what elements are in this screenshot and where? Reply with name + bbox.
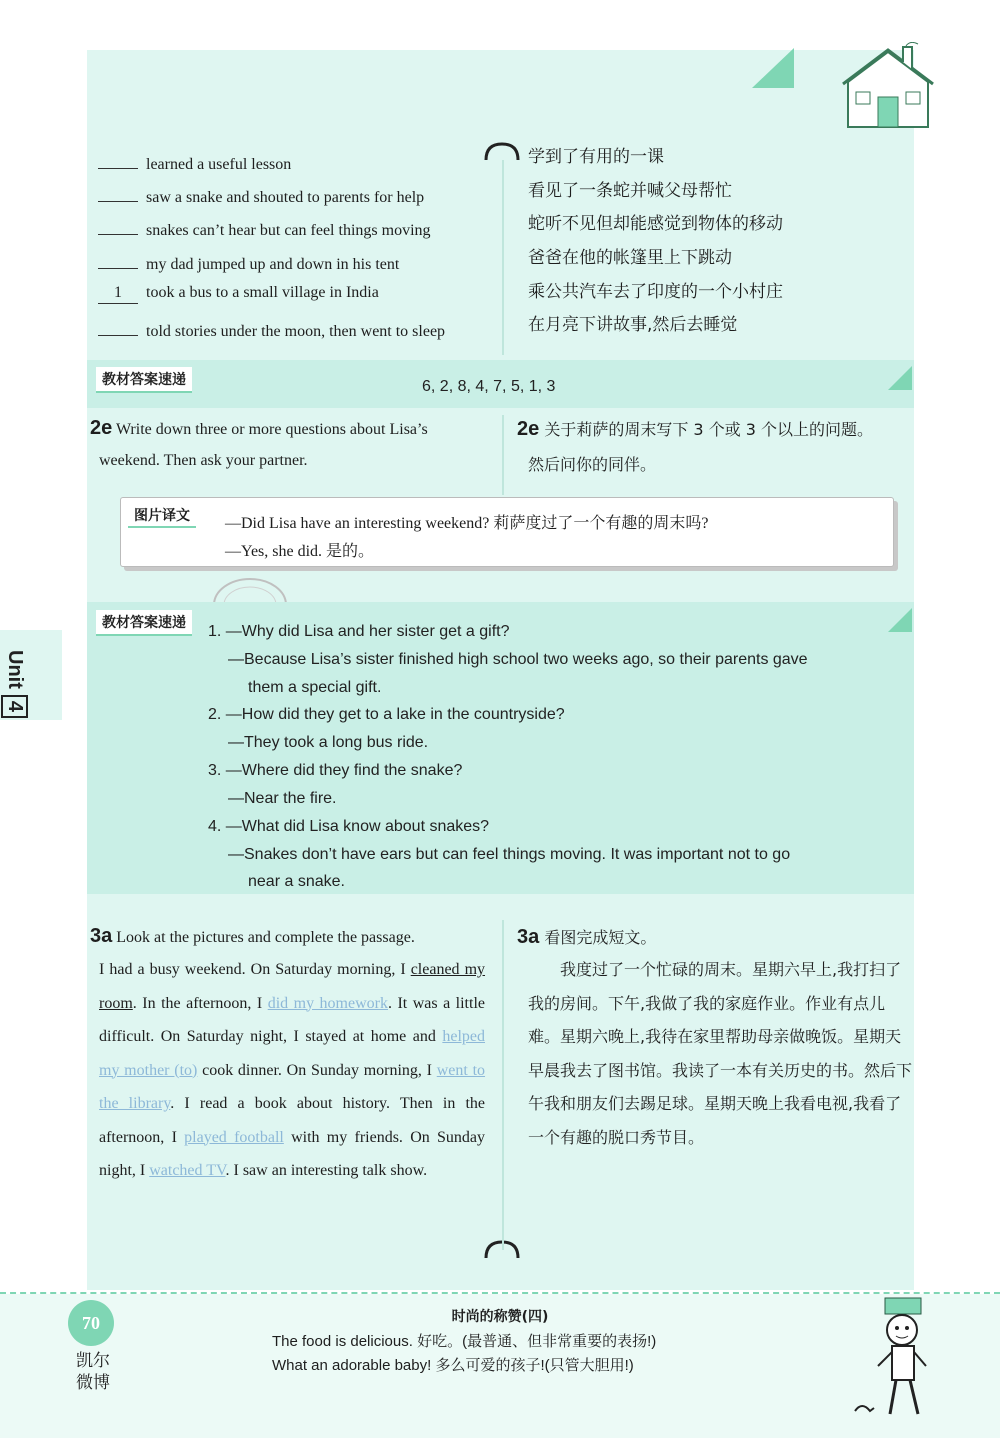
corner-decoration (752, 48, 794, 88)
match-text: took a bus to a small village in India (146, 284, 379, 301)
section-number: 2e (90, 417, 113, 439)
match-text: snakes can’t hear but can feel things moving (146, 222, 431, 239)
passage-cn: 我度过了一个忙碌的周末。星期六早上,我打扫了我的房间。下午,我做了我的家庭作业。作业有点儿难。星期六晚上,我待在家里帮助母亲做晚饭。星期天早晨我去了图书馆。我读了一本有关历史的书。然后下午我和朋友们去踢足球。星期天晚上我看电视,我看了一个有趣的脱口秀节目。 (528, 960, 913, 1147)
instruction-translation: 关于莉萨的周末写下 3 个或 3 个以上的问题。 (544, 420, 874, 439)
exercise-2e-en (90, 417, 428, 440)
filled-answer: played football (184, 1128, 284, 1146)
answer-line: —They took a long bus ride. (228, 734, 429, 751)
column-divider (502, 160, 504, 355)
instruction-text: Write down three or more questions about Lisa’s (115, 421, 428, 438)
passage-text: with my friends. On Sunday night, I (99, 1128, 485, 1179)
answer-tag: 教材答案速递 (96, 610, 192, 636)
unit-label (1, 650, 28, 718)
answer-line: —Because Lisa’s sister finished high school two weeks ago, so their parents gave (228, 651, 808, 668)
answer-blank[interactable] (98, 248, 138, 269)
match-translation: 看见了一条蛇并喊父母帮忙 (528, 181, 732, 201)
exercise-2e-cn (517, 417, 873, 441)
unit-number: 4 (1, 695, 28, 718)
exercise-3a-en (90, 925, 415, 948)
answer-line: 4. —What did Lisa know about snakes? (208, 818, 490, 835)
match-translation: 爸爸在他的帐篷里上下跳动 (528, 248, 732, 268)
filled-answer: watched TV (149, 1162, 226, 1179)
passage-text: . In the afternoon, I (132, 994, 263, 1012)
page-number: 70 (68, 1300, 114, 1346)
dialogue-line: —Did Lisa have an interesting weekend? 莉萨度过了一个有趣的周末吗? (225, 515, 709, 532)
answer-line: them a special gift. (248, 679, 382, 696)
instruction-text: weekend. Then ask your partner. (99, 452, 308, 469)
instruction-text: Look at the pictures and complete the passage. (116, 929, 415, 946)
passage-text: I had a busy weekend. On Saturday morning, I (99, 961, 406, 978)
picture-translation-label: 图片译文 (128, 504, 196, 528)
section-number: 2e (517, 418, 540, 440)
passage-text: . I saw an interesting talk show. (225, 1162, 428, 1179)
match-text: my dad jumped up and down in his tent (146, 256, 400, 273)
answer-blank[interactable] (98, 181, 138, 202)
section-number: 3a (90, 925, 113, 947)
match-translation: 在月亮下讲故事,然后去睡觉 (528, 315, 738, 335)
match-text: told stories under the moon, then went to sleep (146, 323, 446, 340)
match-row (98, 248, 399, 272)
house-illustration-icon (838, 42, 938, 134)
match-row (98, 181, 424, 205)
footer-divider (0, 1292, 1000, 1294)
passage-text: . It was a little difficult. On Saturday night, I stayed at home and (99, 994, 485, 1045)
corner-decoration (888, 608, 912, 632)
answer-2d: 6, 2, 8, 4, 7, 5, 1, 3 (422, 378, 556, 395)
answer-line: 3. —Where did they find the snake? (208, 762, 463, 779)
answer-line: near a snake. (248, 873, 345, 890)
answer-line: —Snakes don’t have ears but can feel things moving. It was important not to go (228, 846, 791, 863)
match-translation: 学到了有用的一课 (528, 147, 664, 167)
match-row (98, 214, 431, 238)
match-row (98, 315, 445, 339)
instruction-translation: 然后问你的同伴。 (528, 455, 657, 474)
answer-line: —Near the fire. (228, 790, 337, 807)
passage-text: . I read a book about history. Then in the afternoon, I (99, 1095, 485, 1146)
brand-label: 凯尔微博 (76, 1351, 110, 1393)
match-translation: 蛇听不见但却能感觉到物体的移动 (528, 214, 783, 234)
match-text: saw a snake and shouted to parents for help (146, 189, 425, 206)
match-translation: 乘公共汽车去了印度的一个小村庄 (528, 282, 783, 302)
filled-answer: helped my mother (to) (99, 1028, 486, 1079)
section-number: 3a (517, 926, 540, 948)
tip-title: 时尚的称赞(四) (451, 1309, 549, 1325)
corner-decoration (888, 366, 912, 390)
tip-line: The food is delicious. 好吃。(最普通、但非常重要的表扬!) (272, 1333, 657, 1350)
dialogue-line: —Yes, she did. 是的。 (225, 543, 375, 560)
filled-answer: did my homework (267, 994, 388, 1012)
answer-blank[interactable]: 1 (98, 283, 138, 304)
column-divider (502, 920, 504, 1250)
filled-answer: cleaned my room (99, 961, 486, 1012)
answer-line: 2. —How did they get to a lake in the countryside? (208, 706, 565, 723)
student-illustration-icon (850, 1296, 950, 1426)
match-text: learned a useful lesson (146, 156, 292, 173)
passage-text: cook dinner. On Sunday morning, I (202, 1061, 432, 1079)
filled-answer: went to the library (99, 1061, 486, 1112)
column-divider (502, 415, 504, 495)
exercise-3a-cn (517, 925, 656, 949)
answer-tag: 教材答案速递 (96, 367, 192, 393)
unit-word: Unit (4, 650, 26, 689)
match-row (98, 281, 379, 305)
answer-blank[interactable] (98, 148, 138, 169)
tip-line: What an adorable baby! 多么可爱的孩子!(只管大胆用!) (272, 1357, 634, 1374)
answer-line: 1. —Why did Lisa and her sister get a gift? (208, 623, 510, 640)
answer-blank[interactable] (98, 315, 138, 336)
instruction-translation: 看图完成短文。 (544, 928, 657, 947)
answer-blank[interactable] (98, 214, 138, 235)
passage-en (99, 953, 485, 1188)
match-row (98, 148, 291, 172)
